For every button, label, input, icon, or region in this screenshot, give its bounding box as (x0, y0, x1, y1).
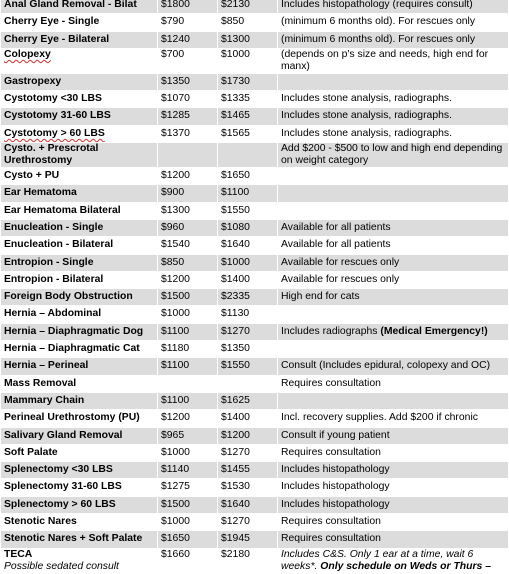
high-price-cell: $1350 (218, 341, 278, 358)
low-price-cell: $1000 (158, 444, 218, 461)
high-price-cell: $850 (218, 14, 278, 31)
low-price-cell: $1275 (158, 479, 218, 496)
procedure-cell: Stenotic Nares (1, 514, 158, 531)
low-price-cell: $1370 (158, 125, 218, 142)
high-price-cell: $1465 (218, 108, 278, 125)
emergency-note: (Medical Emergency!) (377, 325, 488, 337)
high-price-cell: $1000 (218, 48, 278, 73)
table-row (1, 341, 509, 358)
low-price-cell: $850 (158, 254, 218, 271)
procedure-cell: Hernia – Diaphragmatic Cat (1, 341, 158, 358)
notes-cell: Incl. recovery supplies. Add $200 if chronic (278, 410, 509, 427)
procedure-cell: Stenotic Nares + Soft Palate (1, 531, 158, 548)
high-price-cell: $1270 (218, 444, 278, 461)
notes-cell (278, 73, 509, 90)
notes-cell: Consult if young patient (278, 427, 509, 444)
low-price-cell: $1500 (158, 289, 218, 306)
procedure-cell: Cystotomy <30 LBS (1, 91, 158, 108)
high-price-cell (218, 143, 278, 168)
high-price-cell: $1650 (218, 168, 278, 185)
low-price-cell: $1100 (158, 323, 218, 340)
table-row (1, 392, 509, 409)
notes-cell (278, 306, 509, 323)
table-row (1, 143, 509, 168)
notes-cell (278, 392, 509, 409)
notes-cell: Includes histopathology (278, 479, 509, 496)
notes-text: Includes C&S. Only 1 ear at a time, wait 6 weeks*. (281, 548, 474, 572)
high-price-cell: $1455 (218, 462, 278, 479)
procedure-cell: Foreign Body Obstruction (1, 289, 158, 306)
low-price-cell: $1200 (158, 168, 218, 185)
procedure-cell: Hernia – Diaphragmatic Dog (1, 323, 158, 340)
high-price-cell: $1640 (218, 237, 278, 254)
procedure-cell: Ear Hematoma Bilateral (1, 202, 158, 219)
notes-cell: Includes histopathology (278, 462, 509, 479)
table-row (1, 427, 509, 444)
table-row (1, 479, 509, 496)
low-price-cell: $965 (158, 427, 218, 444)
table-row (1, 531, 509, 548)
notes-cell (278, 341, 509, 358)
high-price-cell: $1000 (218, 254, 278, 271)
procedure-cell: Perineal Urethrostomy (PU) (1, 410, 158, 427)
notes-cell (278, 202, 509, 219)
low-price-cell: $1300 (158, 202, 218, 219)
table-row (1, 0, 509, 14)
high-price-cell: $1400 (218, 410, 278, 427)
procedure-cell: Hernia – Abdominal (1, 306, 158, 323)
notes-cell: Add $200 - $500 to low and high end depending on weight category (278, 143, 509, 168)
notes-cell: Includes stone analysis, radiographs. (278, 125, 509, 142)
procedure-cell (1, 548, 158, 573)
price-table-body (1, 0, 509, 573)
low-price-cell: $1100 (158, 392, 218, 409)
table-row (1, 548, 509, 573)
low-price-cell: $1000 (158, 514, 218, 531)
procedure-cell: Anal Gland Removal - Bilat (1, 0, 158, 14)
low-price-cell: $700 (158, 48, 218, 73)
notes-cell: Consult (Includes epidural, colopexy and OC) (278, 358, 509, 375)
notes-text: Includes radiographs (281, 325, 378, 337)
schedule-note: Only schedule on Weds or Thurs – (317, 560, 491, 572)
notes-cell: Available for all patients (278, 237, 509, 254)
low-price-cell: $1540 (158, 237, 218, 254)
high-price-cell: $1530 (218, 479, 278, 496)
notes-cell: (depends on p's size and needs, high end for manx) (278, 48, 509, 73)
table-row (1, 125, 509, 142)
table-row (1, 410, 509, 427)
procedure-cell: Splenectomy > 60 LBS (1, 496, 158, 513)
low-price-cell: $1800 (158, 0, 218, 14)
high-price-cell: $1200 (218, 427, 278, 444)
high-price-cell: $1100 (218, 185, 278, 202)
procedure-text: Cystotomy > 60 LBS (4, 127, 105, 139)
notes-cell: Requires consultation (278, 514, 509, 531)
table-row (1, 358, 509, 375)
procedure-cell: Entropion - Single (1, 254, 158, 271)
notes-cell (278, 185, 509, 202)
high-price-cell: $1565 (218, 125, 278, 142)
low-price-cell: $1240 (158, 31, 218, 48)
low-price-cell: $900 (158, 185, 218, 202)
table-row (1, 108, 509, 125)
procedure-cell: Salivary Gland Removal (1, 427, 158, 444)
procedure-cell: Mass Removal (1, 375, 158, 392)
procedure-cell: Cherry Eye - Single (1, 14, 158, 31)
notes-cell: Available for rescues only (278, 254, 509, 271)
table-row (1, 254, 509, 271)
procedure-cell (1, 125, 158, 142)
procedure-cell: Splenectomy 31-60 LBS (1, 479, 158, 496)
table-row (1, 31, 509, 48)
high-price-cell: $2130 (218, 0, 278, 14)
low-price-cell: $1070 (158, 91, 218, 108)
notes-cell: Includes stone analysis, radiographs. (278, 108, 509, 125)
low-price-cell (158, 143, 218, 168)
notes-cell: Requires consultation (278, 375, 509, 392)
notes-cell: (minimum 6 months old). For rescues only (278, 14, 509, 31)
table-row (1, 514, 509, 531)
high-price-cell: $1080 (218, 219, 278, 236)
low-price-cell: $790 (158, 14, 218, 31)
notes-cell: (minimum 6 months old). For rescues only (278, 31, 509, 48)
table-row (1, 73, 509, 90)
high-price-cell: $1400 (218, 271, 278, 288)
high-price-cell: $1130 (218, 306, 278, 323)
low-price-cell: $1200 (158, 410, 218, 427)
table-row (1, 375, 509, 392)
low-price-cell: $1285 (158, 108, 218, 125)
procedure-cell: Ear Hematoma (1, 185, 158, 202)
table-row (1, 91, 509, 108)
table-row (1, 185, 509, 202)
high-price-cell: $1550 (218, 358, 278, 375)
high-price-cell: $1640 (218, 496, 278, 513)
notes-cell: Available for rescues only (278, 271, 509, 288)
low-price-cell: $1660 (158, 548, 218, 573)
procedure-cell: Hernia – Perineal (1, 358, 158, 375)
table-row (1, 289, 509, 306)
notes-cell: Includes histopathology (278, 496, 509, 513)
low-price-cell: $1500 (158, 496, 218, 513)
low-price-cell: $960 (158, 219, 218, 236)
notes-cell: High end for cats (278, 289, 509, 306)
procedure-subnote: Possible sedated consult (4, 560, 119, 572)
procedure-cell (1, 48, 158, 73)
low-price-cell (158, 375, 218, 392)
high-price-cell: $1270 (218, 323, 278, 340)
high-price-cell: $2335 (218, 289, 278, 306)
low-price-cell: $1650 (158, 531, 218, 548)
procedure-cell: Cysto + PU (1, 168, 158, 185)
table-row (1, 48, 509, 73)
procedure-cell: Entropion - Bilateral (1, 271, 158, 288)
procedure-cell: Cystotomy 31-60 LBS (1, 108, 158, 125)
high-price-cell: $1270 (218, 514, 278, 531)
table-row (1, 237, 509, 254)
procedure-text: TECA (4, 548, 33, 560)
low-price-cell: $1140 (158, 462, 218, 479)
notes-cell (278, 548, 509, 573)
procedure-cell: Enucleation - Bilateral (1, 237, 158, 254)
high-price-cell: $1300 (218, 31, 278, 48)
table-row (1, 14, 509, 31)
table-row (1, 444, 509, 461)
procedure-cell: Cherry Eye - Bilateral (1, 31, 158, 48)
notes-cell: Requires consultation (278, 531, 509, 548)
high-price-cell (218, 375, 278, 392)
high-price-cell: $1335 (218, 91, 278, 108)
low-price-cell: $1180 (158, 341, 218, 358)
low-price-cell: $1350 (158, 73, 218, 90)
procedure-cell: Enucleation - Single (1, 219, 158, 236)
procedure-cell: Splenectomy <30 LBS (1, 462, 158, 479)
procedure-cell: Mammary Chain (1, 392, 158, 409)
notes-cell: Available for all patients (278, 219, 509, 236)
notes-cell (278, 323, 509, 340)
table-row (1, 306, 509, 323)
table-row (1, 219, 509, 236)
table-row (1, 202, 509, 219)
procedure-cell: Cysto. + Prescrotal Urethrostomy (1, 143, 158, 168)
low-price-cell: $1000 (158, 306, 218, 323)
high-price-cell: $1945 (218, 531, 278, 548)
table-row (1, 496, 509, 513)
notes-cell (278, 168, 509, 185)
notes-cell: Includes histopathology (requires consult) (278, 0, 509, 14)
table-row (1, 323, 509, 340)
low-price-cell: $1200 (158, 271, 218, 288)
low-price-cell: $1100 (158, 358, 218, 375)
high-price-cell: $1625 (218, 392, 278, 409)
table-row (1, 271, 509, 288)
table-row (1, 462, 509, 479)
notes-cell: Includes stone analysis, radiographs. (278, 91, 509, 108)
procedure-text: Colopexy (4, 48, 51, 60)
table-row (1, 168, 509, 185)
high-price-cell: $2180 (218, 548, 278, 573)
procedure-cell: Soft Palate (1, 444, 158, 461)
high-price-cell: $1550 (218, 202, 278, 219)
high-price-cell: $1730 (218, 73, 278, 90)
notes-cell: Requires consultation (278, 444, 509, 461)
procedure-cell: Gastropexy (1, 73, 158, 90)
